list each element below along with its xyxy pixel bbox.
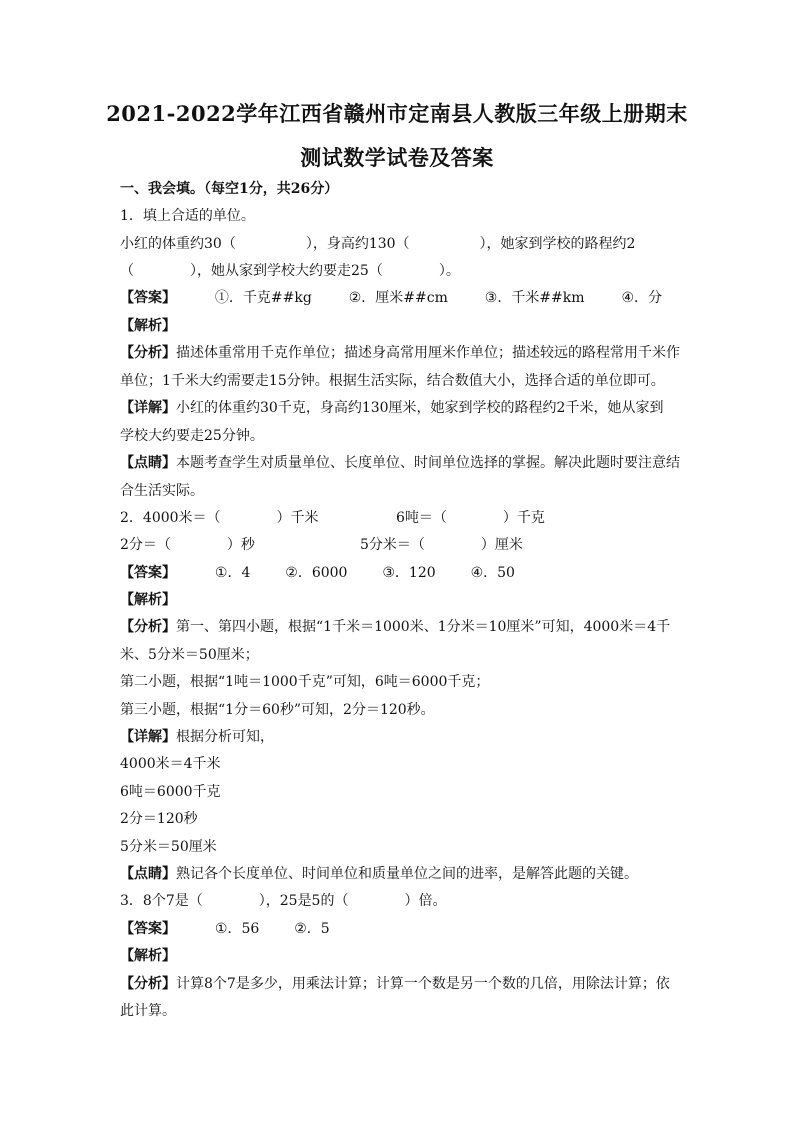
q2-fenxi-line-2: 米、5分米＝50厘米；: [120, 647, 259, 663]
q2-answer-row: [120, 563, 515, 583]
section-heading: 一、我会填。（每空1分，共26分）: [120, 181, 339, 197]
q2-calc-2: 6吨＝6000千克: [120, 784, 221, 800]
q3-fenxi-line-1: [120, 974, 670, 994]
q2-row-2-right: 5分米＝（ ）厘米: [360, 537, 523, 553]
q1-xiangjie-text-1: 小红的体重约30千克，身高约130厘米，她家到学校的路程约2千米，她从家到: [176, 400, 664, 416]
q1-fenxi-text-1: 描述体重常用千克作单位；描述身高常用厘米作单位；描述较远的路程常用千米作: [176, 345, 680, 361]
q3-answer-row: [120, 919, 330, 939]
q1-dianjing-line-2: 合生活实际。: [120, 483, 204, 499]
q3-answer-2: ②．5: [294, 921, 330, 937]
q1-stem: 1．填上合适的单位。: [120, 208, 255, 224]
q2-row-1-left: 2．4000米＝（ ）千米: [120, 510, 319, 526]
fenxi-tag: 【分析】: [120, 976, 176, 992]
q3-jiexi-tag: 【解析】: [120, 948, 176, 964]
q2-answer-3: ③．120: [382, 565, 436, 581]
q1-xiangjie-line-1: [120, 398, 663, 418]
q2-dianjing-line-1: [120, 864, 638, 884]
q1-jiexi-tag: 【解析】: [120, 318, 176, 334]
q2-fenxi-line-1: [120, 617, 670, 637]
document-title-line-1: 2021-2022学年江西省赣州市定南县人教版三年级上册期末: [106, 101, 688, 126]
fenxi-tag: 【分析】: [120, 345, 176, 361]
q3-fenxi-text-1: 计算8个7是多少，用乘法计算；计算一个数是另一个数的几倍，用除法计算；依: [176, 976, 670, 992]
q3-answer-1: ①．56: [214, 921, 260, 937]
q2-calc-1: 4000米＝4千米: [120, 756, 221, 772]
document-title-line-2: 测试数学试卷及答案: [300, 145, 494, 170]
xiangjie-tag: 【详解】: [120, 729, 176, 745]
q2-fenxi-line-3: 第二小题，根据“1吨＝1000千克”可知，6吨＝6000千克；: [120, 674, 490, 690]
q3-fenxi-line-2: 此计算。: [120, 1003, 176, 1019]
q2-fenxi-line-4: 第三小题，根据“1分＝60秒”可知，2分＝120秒。: [120, 702, 435, 718]
q1-answer-row: [120, 288, 662, 308]
dianjing-tag: 【点睛】: [120, 866, 176, 882]
fenxi-tag: 【分析】: [120, 619, 176, 635]
q1-answer-3: ③．千米##km: [484, 290, 585, 306]
q2-jiexi-tag: 【解析】: [120, 592, 176, 608]
q1-body-line-1: 小红的体重约30（ ），身高约130（ ），她家到学校的路程约2: [120, 236, 636, 252]
q2-dianjing-text-1: 熟记各个长度单位、时间单位和质量单位之间的进率，是解答此题的关键。: [176, 866, 638, 882]
q1-dianjing-text-1: 本题考查学生对质量单位、长度单位、时间单位选择的掌握。解决此题时要注意结: [176, 455, 680, 471]
q2-calc-3: 2分＝120秒: [120, 811, 198, 827]
answer-tag: 【答案】: [120, 290, 176, 306]
q1-answer-1: ①．千克##kg: [214, 290, 312, 306]
q2-row-1-right: 6吨＝（ ）千克: [396, 510, 545, 526]
q1-dianjing-line-1: [120, 453, 680, 473]
dianjing-tag: 【点睛】: [120, 455, 176, 471]
xiangjie-tag: 【详解】: [120, 400, 176, 416]
q1-answer-4: ④．分: [621, 290, 663, 306]
q2-row-2-left: 2分＝（ ）秒: [120, 537, 255, 553]
q2-calc-4: 5分米＝50厘米: [120, 839, 217, 855]
q1-body-line-2: （ ），她从家到学校大约要走25（ ）。: [120, 263, 460, 279]
q1-fenxi-line-1: [120, 343, 680, 363]
q1-answer-2: ②．厘米##cm: [348, 290, 448, 306]
answer-tag: 【答案】: [120, 565, 176, 581]
q2-xiangjie-line-1: [120, 727, 274, 747]
q2-xiangjie-text-1: 根据分析可知，: [176, 729, 274, 745]
q3-stem: 3．8个7是（ ），25是5的（ ）倍。: [120, 893, 447, 909]
q2-answer-2: ②．6000: [285, 565, 348, 581]
q2-fenxi-text-1: 第一、第四小题，根据“1千米＝1000米、1分米＝10厘米”可知，4000米＝4千: [176, 619, 671, 635]
q1-xiangjie-line-2: 学校大约要走25分钟。: [120, 428, 264, 444]
q2-answer-4: ④．50: [470, 565, 515, 581]
q1-fenxi-line-2: 单位；1千米大约需要走15分钟。根据生活实际，结合数值大小，选择合适的单位即可。: [120, 373, 665, 389]
q2-answer-1: ①．4: [214, 565, 251, 581]
answer-tag: 【答案】: [120, 921, 176, 937]
